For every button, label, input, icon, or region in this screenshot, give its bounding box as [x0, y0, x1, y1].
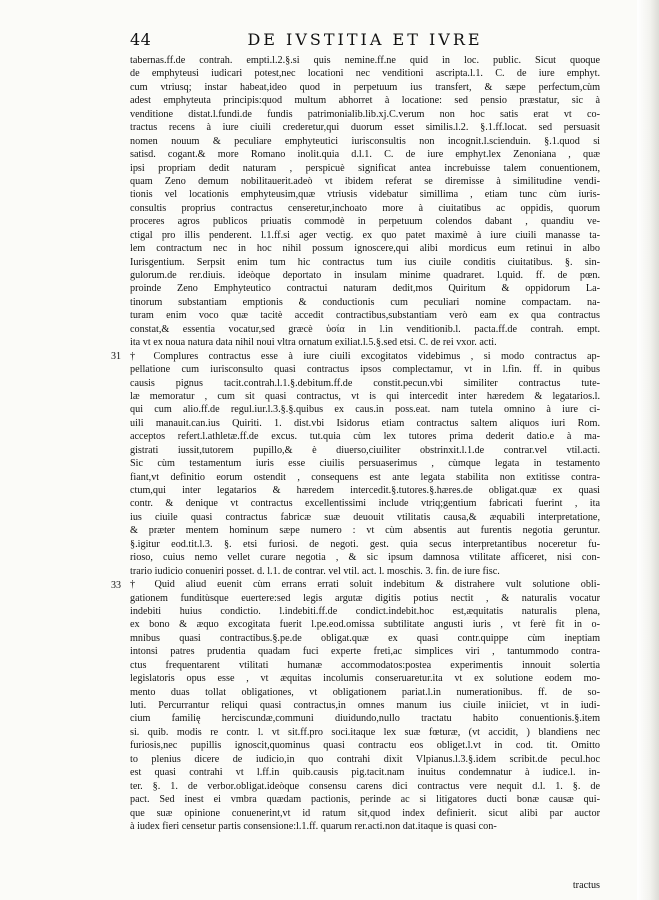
text-line: indebiti huius condictio. l.indebiti.ff.de condict.indebit.hoc est,æquitatis naturalis plena,	[130, 605, 600, 617]
text-line: ctum,qui inter legatarios & hæredem intercedit.§.tutores.§.hæres.de obligat.quæ ex quasi	[130, 485, 600, 496]
text-line: gulorum.de rer.diuis. ideòque deportato in insulam minime quadraret. l.quid. ff. de pœn.	[130, 270, 600, 281]
text-line: rioso, cuius nemo vellet curare negotia , & sic ipsum damnosa vtilitate afficeret, nisi con-	[130, 552, 600, 564]
text-line: qui cum alio.ff.de regul.iur.l.3.§.§.quibus ex caus.in poss.eat. nam tutela omnino à iure ci-	[130, 404, 600, 416]
page-edge-shadow	[637, 0, 659, 900]
text-line: lem contractum nec in hoc nihil possum ignoscere,qui alibi mordicus eum retinui in albo	[130, 243, 600, 255]
text-line: venditione distat.l.fundi.de fundis patrimonialib.lib.xj.C.verum non hoc satis erat vt co-	[130, 108, 600, 120]
text-line: est quasi contrahi vt l.ff.in quib.causis pig.tacit.nam inuitus condemnatur à iudice.l. in-	[130, 767, 600, 779]
text-line: uili manauit.can.ius Quiriti. 1. dist.vbi Isidorus etiam contractus saltem aliquos iuri Rom.	[130, 417, 600, 429]
text-line: consultis proprius contractus censeretur,inchoato more à ciuitatibus ac oppidis, quorum	[130, 202, 600, 214]
text-line: gationem funditùsque euertere:sed legis argutæ digitis potius nectit , & naturalis vocatur	[130, 592, 600, 604]
text-line: tractus recens à iure ciuili crederetur,qui duorum esset similis.l.2. §.1.ff.locat. sed persuasit	[130, 122, 600, 134]
text-line: acceptos refert.l.athletæ.ff.de excus. tut.quia cùm lex tutores prima dederit datio.e à ma-	[130, 431, 600, 443]
text-line: §.igitur eod.tit.l.3. §. etsi furiosi. de negoti. gest. quia secus interpretantibus noceretur fu-	[130, 538, 600, 550]
text-line: adest emphyteuta principis:quod multum abhorret à locatione: sed pensio præstatur, sic à	[130, 95, 600, 107]
text-line: quam Zeno demum nobilitauerit.adeò vt ibidem referat se diremisse à similitudine vendi-	[130, 175, 600, 187]
text-line: pellatione cum iurisconsulto quasi contractus ipsos complectamur, vt in l.fin. ff. in quibus	[130, 364, 600, 376]
text-line: que suæ opinione conuenerint,vt id ratum sit,quod index definierit. sicut alibi par auctor	[130, 807, 600, 819]
text-line: contr. & denique vt contractus excellentissimi include vtriq;gentium fabricati fuerint , ita	[130, 498, 600, 510]
text-line: Iurisgentium. Serpsit enim tum hic contractus tum ius ciuile conditis ciuitatibus. §. sin-	[130, 256, 600, 268]
text-line: nomen nouum & peculiare emphyteutici iurisconsultis non incognit.l.scienduin. §.1.quod si	[130, 135, 600, 147]
text-line: fiant,vt definitio eorum ostendit , consequens est ante legata stabilita non extitisse contra-	[130, 471, 600, 483]
text-line: proceres agros publicos priuatis commodè in perpetuum colendos dabant , quandiu ve-	[130, 216, 600, 228]
catchword-line	[130, 880, 600, 900]
page-number: 44	[130, 30, 152, 49]
text-line: ctigal pro illis penderent. l.1.ff.si ager vectig. ex quo patet maximè à iure ciuili manasse ta-	[130, 229, 600, 241]
text-line: proinde Zeno Emphyteutico contractui naturam dedit,mos Quiritum & oppidorum La-	[130, 283, 600, 295]
text-line: luti. Percurrantur reliqui quasi contractus,in omnes manum ius ciuile iniiciet, vt in iudi-	[130, 700, 600, 711]
body-text	[111, 54, 600, 833]
text-line: mento duas tollat obligationes, vt obligationem pariat.l.in numerationibus. ff. de so-	[130, 686, 600, 698]
text-line: cum vtriusq; instar habeat,ideo quod in perpetuum ius transfert, & sæpe perfectum,cùm	[130, 81, 600, 93]
text-line: pact. Sed inest ei vmbra quædam pactionis, perinde ac si litigatores ducti bonæ causæ qui-	[130, 794, 600, 806]
paragraph-number: 33	[111, 579, 121, 591]
text-line: ius ciuile quasi contractus fabricæ suæ deuouit vtilitatis causa,& æquabili interpretatione,	[130, 511, 600, 523]
text-line: furiosis,nec pupillis ignoscit,quominus quasi contractu eos obliget.l.vt in cod. tit. Omitto	[130, 740, 600, 752]
text-line: to plenius dicere de iudicio,in quo contrahi dixit Vlpianus.l.3.§.idem scribit.de pecul.hoc	[130, 753, 600, 765]
text-line: si. quib. modis re contr. l. vt sit.ff.pro soci.itaque lex suæ fœturæ, (vt accidit, ) blandiens nec	[130, 726, 600, 738]
text-line: ter. §. 1. de verbor.obligat.ideòque consensu carens dici contractus vere nequit d.l. 1. §. de	[130, 780, 600, 792]
text-line: legislatoris opus esse , vt æquitas incolumis conseruaretur.ita vt ex solutione eodem mo-	[130, 673, 600, 685]
text-line: ex bono & æquo excogitata fuerit l.pe.eod.omissa subtilitate angusti iuris , vt ferè fit in o-	[130, 619, 600, 631]
text-line: tionis vel locationis emphyteusim,quæ vtriusis videbatur simillima , etiam tunc cùm iuris-	[130, 189, 600, 201]
text-line: ipsi propriam dedit naturam , perspicuè significat antea increbuisse talem conuentionem,	[130, 162, 600, 174]
text-line: læ memoratur , cum sit quasi contractus, vt is qui intercedit inter hæredem & legatarios.l.	[130, 390, 600, 402]
text-line: à iudex fieri censetur partis consensione:l.1.ff. quarum rer.acti.non dat.itaque is quasi con-	[130, 820, 497, 832]
running-title: DE IVSTITIA ET IVRE	[247, 30, 483, 49]
text-line: satisd. cogant.& more Romano inolit.quia d.l.1. C. de iure emphyt.lex Zenoniana , quæ	[130, 149, 600, 161]
text-line: causis pignus tacit.contrah.l.1.§.debitum.ff.de constit.pecun.vbi similiter contractus tute-	[130, 377, 600, 389]
text-line: tinorum substantiam emptionis & conductionis cum peculiari nomine compactam. na-	[130, 296, 600, 308]
text-line: constat,& essentia vocatur,sed græcè ὑσία in l.in venditionib.l. pacta.ff.de contrah. empt.	[130, 323, 600, 335]
text-line: turam enim voco quæ tacitè accedit contractibus,substantiam verò eam ex qua contractus	[130, 310, 600, 322]
text-line: † Complures contractus esse à iure ciuili excogitatos videbimus , si modo contractus ap-	[130, 350, 600, 362]
text-line: ctus frequentarent vtilitati humanæ accommodatos:postea experimentis innouit solertia	[130, 659, 600, 671]
text-line: de emphyteusi iudicari potest,nec locationi nec venditioni ascripta.l.1. C. de iure emphyt.	[130, 68, 600, 80]
text-line: Sic cùm testamentum iuris esse ciuilis persuaserimus , cùmque legata in testamento	[130, 458, 600, 470]
text-line: tabernas.ff.de contrah. empti.l.2.§.si quis nemine.ff.ne quid in loc. public. Sicut quoque	[130, 55, 600, 66]
catchword: tractus	[572, 880, 600, 891]
text-line: trario iudicio conueniri posset. d. l.1. de contrar. vel vtil. act. l. moschis. 3. fin. de iure fisc.	[130, 565, 500, 577]
paragraph-number: 31	[111, 350, 121, 362]
text-line: & præter mentem hominum sæpe numero : vt cùm absentis aut furentis negotia geruntur.	[130, 525, 600, 537]
text-line: ita vt ex noua natura data nihil noui vltra ornatum exiliat.l.5.§.sed etsi. C. de rei vxor. acti.	[130, 337, 497, 349]
text-line: gistrati iussit,tutorem pupillo,& è diuerso,ciuiliter obstrinxit.l.1.de contrar.vel vtil.acti.	[130, 444, 600, 456]
text-line: † Quid aliud euenit cùm errans errati soluit indebitum & distrahere vult solutione obli-	[130, 579, 600, 591]
page-header	[130, 30, 600, 52]
text-line: mnibus quasi contractibus.§.pe.de obligat.quæ ex quasi contr.quippe cùm ineptiam	[130, 632, 600, 644]
text-line: cium familię herciscundæ,communi diuidundo,nullo tractatu habito conuentionis.§.item	[130, 713, 600, 725]
text-line: intonsi patres prudentia quadam fuci experte freti,ac simplices viri , tantummodo contra-	[130, 646, 600, 658]
